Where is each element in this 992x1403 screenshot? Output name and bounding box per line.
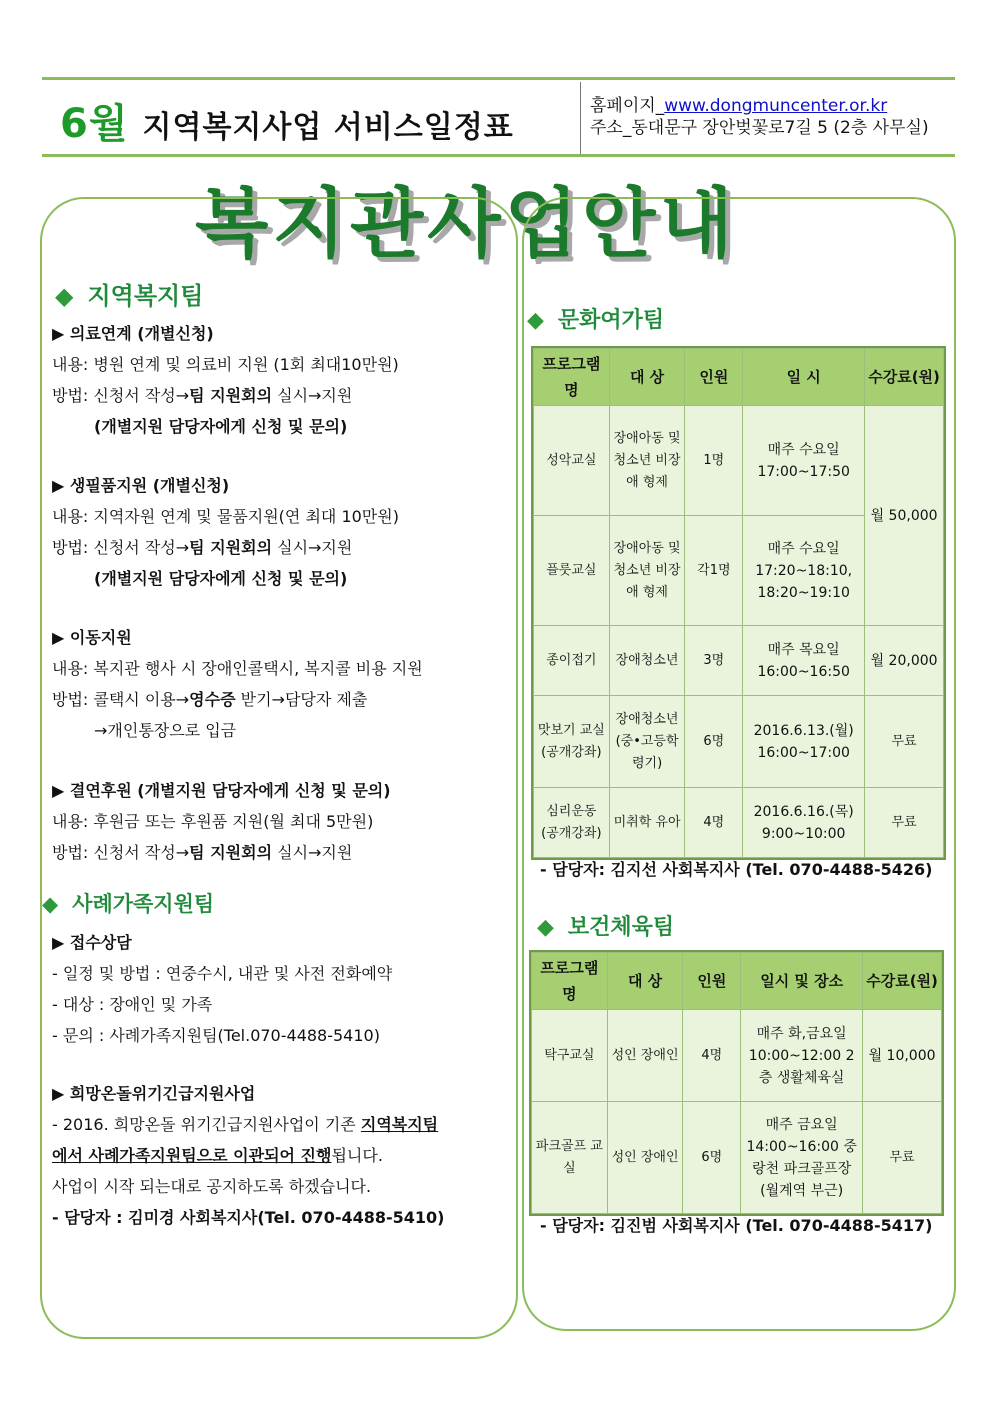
header-divider — [580, 82, 581, 154]
culture-schedule-table — [533, 348, 944, 858]
header-fee: 수강료(원) — [863, 953, 942, 1010]
section-medical — [52, 318, 399, 442]
team-heading-health — [537, 910, 674, 941]
header-program: 프로그램명 — [534, 349, 610, 406]
table-row: 플룻교실 장애아동 및 청소년 비장애 형제 각1명 매주 수요일 17:20~18:10, 18:20~19:10 — [534, 516, 944, 626]
team-title: 지역복지팀 — [87, 282, 204, 310]
team-heading-culture — [527, 303, 664, 334]
header-count: 인원 — [683, 953, 741, 1010]
table-row: 종이접기 장애청소년 3명 매주 목요일 16:00~16:50 월 20,000 — [534, 626, 944, 696]
header-time: 일시 및 장소 — [741, 953, 863, 1010]
section-para-1: - 2016. 희망온돌 위기긴급지원사업이 기존 지역복지팀 — [52, 1115, 439, 1134]
team-title: 사례가족지원팀 — [72, 892, 215, 916]
section-content: 내용: 병원 연계 및 의료비 지원 (1회 최대10만원) — [52, 355, 399, 374]
team-heading-case-family — [42, 888, 214, 918]
section-head: ▶ 희망온돌위기긴급지원사업 — [52, 1084, 256, 1103]
diamond-icon: ◆ — [55, 282, 74, 310]
address-text: 주소_동대문구 장안벚꽃로7길 5 (2층 사무실) — [590, 118, 929, 138]
team-title: 보건체육팀 — [567, 915, 675, 940]
homepage-link[interactable]: www.dongmuncenter.or.kr — [664, 96, 888, 116]
diamond-icon: ◆ — [537, 915, 554, 940]
table-header-row — [532, 953, 942, 1010]
section-para-2: 에서 사례가족지원팀으로 이관되어 진행됩니다. — [52, 1146, 383, 1165]
title-text: 지역복지사업 서비스일정표 — [142, 110, 514, 145]
table-row: 심리운동 (공개강좌) 미취학 유아 4명 2016.6.16.(목) 9:00~10:00 무료 — [534, 788, 944, 858]
case-team-contact: - 담당자 : 김미경 사회복지사(Tel. 070-4488-5410) — [52, 1208, 445, 1227]
page-title — [60, 92, 514, 149]
section-mobility — [52, 622, 423, 746]
section-para-3: 사업이 시작 되는대로 공지하도록 하겠습니다. — [52, 1177, 372, 1196]
header-top-rule — [42, 77, 955, 80]
section-consultation — [52, 927, 392, 1051]
health-contact: - 담당자: 김진범 사회복지사 (Tel. 070-4488-5417) — [540, 1216, 933, 1235]
section-method: 방법: 신청서 작성→팀 지원회의 실시→지원 — [52, 386, 353, 405]
table-row: 탁구교실 성인 장애인 4명 매주 화,금요일 10:00~12:00 2층 생활체육실 월 10,000 — [532, 1010, 942, 1102]
section-line: - 대상 : 장애인 및 가족 — [52, 995, 213, 1014]
table-header-row — [534, 349, 944, 406]
section-note: (개별지원 담당자에게 신청 및 문의) — [94, 569, 348, 588]
section-method: 방법: 신청서 작성→팀 지원회의 실시→지원 — [52, 538, 353, 557]
title-month: 6월 — [60, 101, 129, 147]
table-row: 성악교실 장애아동 및 청소년 비장애 형제 1명 매주 수요일 17:00~17:50 월 50,000 — [534, 406, 944, 516]
section-content: 내용: 지역자원 연계 및 물품지원(연 최대 10만원) — [52, 507, 399, 526]
health-schedule-table — [531, 952, 942, 1214]
section-content: 내용: 복지관 행사 시 장애인콜택시, 복지콜 비용 지원 — [52, 659, 423, 678]
header-count: 인원 — [685, 349, 743, 406]
section-head: ▶ 접수상담 — [52, 933, 132, 952]
header-target: 대 상 — [607, 953, 683, 1010]
team-title: 문화여가팀 — [557, 308, 665, 333]
banner-title: 복지관사업안내 — [195, 179, 737, 268]
homepage-info — [590, 95, 929, 139]
diamond-icon: ◆ — [42, 892, 59, 916]
section-line: - 문의 : 사례가족지원팀(Tel.070-4488-5410) — [52, 1026, 380, 1045]
section-emergency-support — [52, 1078, 497, 1233]
section-head: ▶ 결연후원 (개별지원 담당자에게 신청 및 문의) — [52, 781, 391, 800]
header-fee: 수강료(원) — [865, 349, 944, 406]
section-method: 방법: 신청서 작성→팀 지원회의 실시→지원 — [52, 843, 353, 862]
header-time: 일 시 — [743, 349, 865, 406]
diamond-icon: ◆ — [527, 308, 544, 333]
section-supplies — [52, 470, 399, 594]
section-method: 방법: 콜택시 이용→영수증 받기→담당자 제출 — [52, 690, 368, 709]
header-program: 프로그램명 — [532, 953, 608, 1010]
section-method-2: →개인통장으로 입금 — [94, 721, 237, 740]
section-sponsorship — [52, 775, 391, 868]
section-head: ▶ 생필품지원 (개별신청) — [52, 476, 230, 495]
header-target: 대 상 — [609, 349, 685, 406]
section-head: ▶ 의료연계 (개별신청) — [52, 324, 214, 343]
section-line: - 일정 및 방법 : 연중수시, 내관 및 사전 전화예약 — [52, 964, 393, 983]
table-row: 파크골프 교실 성인 장애인 6명 매주 금요일 14:00~16:00 중랑천 파크골프장 (월계역 부근) 무료 — [532, 1102, 942, 1214]
shared-fee: 월 50,000 — [865, 406, 944, 626]
section-content: 내용: 후원금 또는 후원품 지원(월 최대 5만원) — [52, 812, 374, 831]
homepage-label: 홈페이지_ — [590, 96, 665, 116]
header-bottom-rule — [42, 154, 955, 157]
section-note: (개별지원 담당자에게 신청 및 문의) — [94, 417, 348, 436]
culture-contact: - 담당자: 김지선 사회복지사 (Tel. 070-4488-5426) — [540, 860, 933, 879]
team-heading-local-welfare — [55, 276, 203, 311]
table-row: 맛보기 교실 (공개강좌) 장애청소년 (중•고등학령기) 6명 2016.6.13.(월) 16:00~17:00 무료 — [534, 696, 944, 788]
section-head: ▶ 이동지원 — [52, 628, 132, 647]
